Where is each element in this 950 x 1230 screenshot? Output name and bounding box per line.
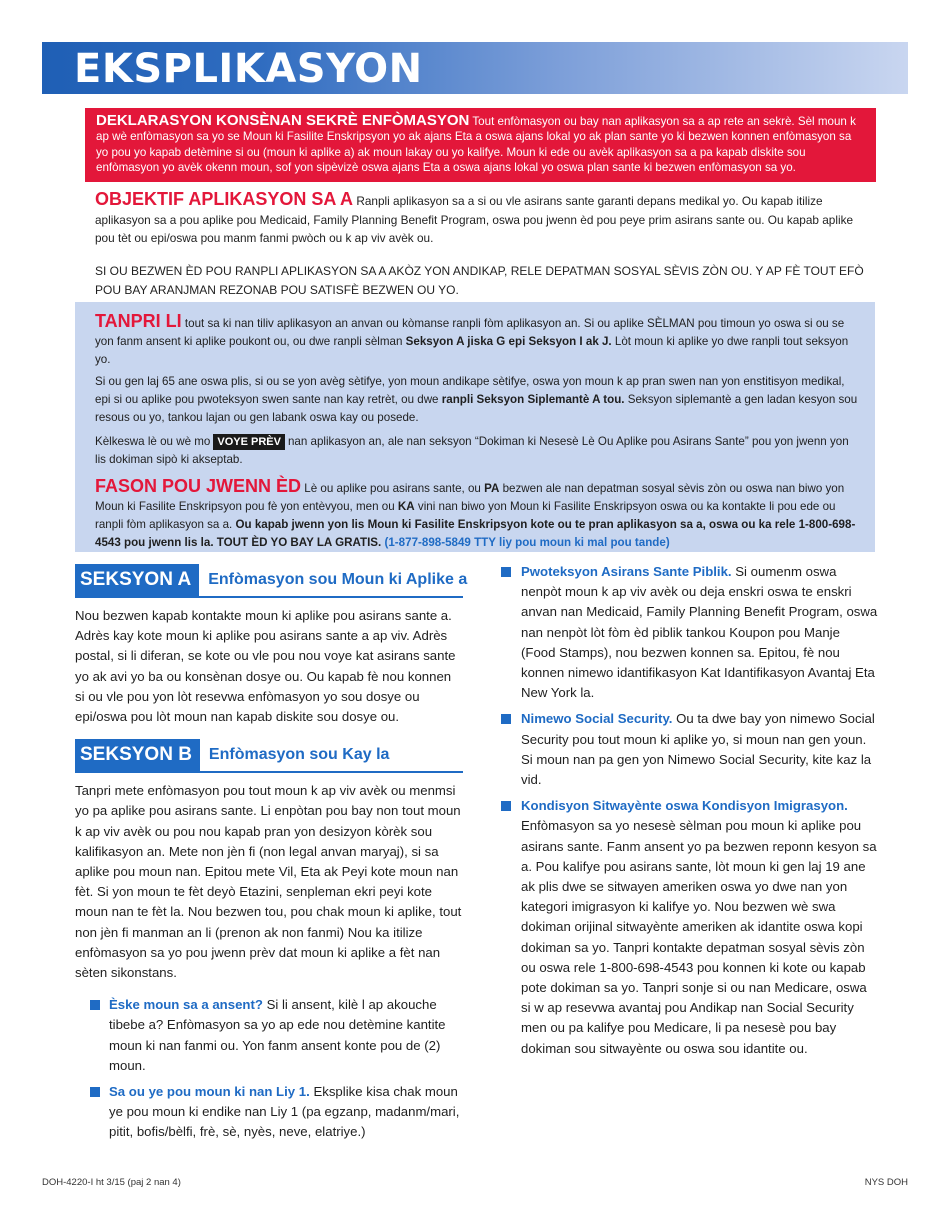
bullet-text: Ou ta dwe bay yon nimewo Social Security pou tout moun ki aplike yo, si moun nan gen youn. Si moun nan pa gen yon Nimewo Social Security, kite kaz la vid. <box>521 711 875 788</box>
please-read-heading: TANPRI LI <box>95 311 182 331</box>
help-text-1: Lè ou aplike pou asirans sante, ou <box>304 482 481 495</box>
list-item <box>75 1082 463 1143</box>
list-item <box>500 796 878 1059</box>
proof-text-end: nan aplikasyon an, ale nan seksyon “Dokiman ki Nesesè Lè Ou Aplike pou Asirans Sante” pou yon jwenn yon lis dokiman sipò ki akseptab. <box>95 435 849 466</box>
list-item <box>75 995 463 1076</box>
objective-heading: OBJEKTIF APLIKASYON SA A <box>95 189 354 209</box>
section-b-header <box>75 739 463 773</box>
title-banner <box>42 42 908 94</box>
bullet-text: Si oumenm oswa nenpòt moun k ap viv avèk ou deja enskri oswa te enskri anvan nan Medicaid, Family Planning Benefit Program, oswa nan nenpòt lòt fòm èd piblik tankou Koupon pou Manje (Food Stamps), nou bezwen konnen sa. Epitou, fè nou konnen nimewo idantifikasyon Kat Idantifikasyon Avantaj Eta New York la. <box>521 564 878 701</box>
bullet-square-icon <box>501 714 511 724</box>
bullet-lead: Èske moun sa a ansent? <box>109 997 263 1013</box>
help-heading: FASON POU JWENN ÈD <box>95 476 302 496</box>
help-pa: PA <box>484 482 500 495</box>
page-title: EKSPLIKASYON <box>74 46 423 92</box>
supplement-paragraph <box>95 373 861 427</box>
bullet-text: Si li ansent, kilè l ap akouche tibebe a? Enfòmasyon sa yo ap ede nou detèmine kantite moun ki nan fanmi ou. Yon fanm ansent konte pou de (2) moun. <box>109 997 446 1073</box>
section-b-text: Tanpri mete enfòmasyon pou tout moun k ap viv avèk ou menmsi yo pa aplike pou asirans sante. Li enpòtan pou bay non tout moun k ap viv avèk ou pou nou kapab pran yon desizyon kòrèk sou kalifikasyon an. Mete non jèn fi (non legal anvan maryaj), si sa aplike pou moun nan. Epitou mete Vil, Eta ak Peyi kote moun nan fèt. Si yon moun te fèt deyò Etazini, senpleman ekri peyi kote moun nan te fèt la. Nou bezwen tou, pou chak moun ki aplike, tout non jèn fi manman an li (prenon ak non fanmi) Nou ka itilize enfòmasyon sa yo pou jwenn prèv dat moun ki aplike a fèt nan sèten sikonstans. <box>75 783 462 981</box>
right-column <box>500 562 878 1065</box>
please-read-sections: Seksyon A jiska G epi Seksyon I ak J. <box>405 335 612 348</box>
agency-name: NYS DOH <box>864 1177 908 1188</box>
bullet-lead: Nimewo Social Security. <box>521 711 673 727</box>
please-read-paragraph <box>95 312 861 369</box>
section-b-label: SEKSYON B <box>75 739 200 771</box>
proof-paragraph <box>95 433 861 469</box>
section-b-bullets <box>75 995 463 1142</box>
instructions-panel <box>75 302 875 552</box>
send-proof-badge: VOYE PRÈV <box>213 434 285 450</box>
section-a-title: Enfòmasyon sou Moun ki Aplike a <box>208 571 468 588</box>
supplement-text: Si ou gen laj 65 ane oswa plis, si ou se yon avèg sètifye, yon moun andikape sètifye, oswa yon moun k ap pran swen nan yon enstitisyon medikal, epi si ou aplike pou pwoteksyon swen sante nan kay retrèt, ou dwe <box>95 375 845 406</box>
left-column <box>75 564 468 1149</box>
help-paragraph <box>95 477 861 552</box>
right-bullets <box>500 562 878 1059</box>
bullet-text: Eksplike kisa chak moun ye pou moun ki endike nan Liy 1 (pa egzanp, madanm/mari, pitit, bofis/bèlfi, frè, sè, nyès, neve, elatriye.) <box>109 1084 460 1140</box>
bullet-lead: Pwoteksyon Asirans Sante Piblik. <box>521 564 732 579</box>
supplement-bold: ranpli Seksyon Siplemantè A tou. <box>441 393 625 406</box>
section-b-title: Enfòmasyon sou Kay la <box>208 746 390 764</box>
bullet-square-icon <box>501 567 511 577</box>
objective-text: Ranpli aplikasyon sa a si ou vle asirans sante garanti depans medikal yo. Ou kapab itilize aplikasyon sa a pou aplike pou Medicaid, Family Planning Benefit Program, oswa pou jwenn èd pou peye prim asirans sante ou. Ou kapab aplike pou tèt ou epi/oswa pou manm fanmi pwòch ou k ap viv avèk ou. <box>95 194 854 245</box>
help-text-2: bezwen ale nan depatman sosyal sèvis zòn ou oswa nan biwo yon Moun ki Fasilite Enskripsyon pou fè yon entèvyou, men ou <box>95 482 845 513</box>
confidentiality-box <box>85 108 876 182</box>
confidentiality-text: Tout enfòmasyon ou bay nan aplikasyon sa a ap rete an sekrè. Sèl moun k ap wè enfòmasyon sa yo se Moun ki Fasilite Enskripsyon yo ak ajans Eta a oswa ajans lokal yo ak plan sante yo ki bezwen konnen enfòmasyon sa yo pou yo kapab detèmine si ou (moun ki aplike a) ak moun lakay ou yo kalifye. Moun ki ede ou avèk aplikasyon sa a pa kapab diskite sou enfòmasyon yo avèk okenn moun, sof yon sipèvizè oswa ajans Eta a oswa ajans lokal yo oswa plan sante ki bezwen enfòmasyon sa yo. <box>96 115 856 175</box>
section-a-label: SEKSYON A <box>75 564 199 596</box>
bullet-text: Enfòmasyon sa yo nesesè sèlman pou moun ki aplike pou asirans sante. Fanm ansent yo pa bezwen reponn kesyon sa a. Pou kalifye pou asirans sante, lòt moun ki gen laj 19 ane ak plis dwe se sitwayen ameriken oswa yo dwe nan yon kategori imigrasyon ki kalifye yo. Nou bezwen wè swa dokiman orijinal sitwayènte ameriken ak idantite oswa kopi dokiman sa yo. Tanpri kontakte depatman sosyal sèvis zòn ou oswa rele 1-800-698-4543 pou konnen ki kote ou kapab pote dokiman sa yo. Tanpri sonje si ou nan Medicare, oswa si w ap resevwa avantaj pou Andikap nan Social Security men ou pa kalifye pou Medicare, li pa nesesè pou bay dokiman sou sitwayènte ou oswa sou idantite ou. <box>521 818 877 1056</box>
help-bold: Ou kapab jwenn yon lis Moun ki Fasilite Enskripsyon kote ou te pran aplikasyon sa a, oswa ou ka rele 1-800-698-4543 pou jwenn lis la. TOUT ÈD YO BAY LA GRATIS. <box>95 518 856 549</box>
disability-note: SI OU BEZWEN ÈD POU RANPLI APLIKASYON SA A AKÒZ YON ANDIKAP, RELE DEPATMAN SOSYAL SÈVIS ZÒN OU. Y AP FÈ TOUT EFÒ POU BAY ARANJMAN REZONAB POU SATISFÈ BEZWEN OU YO. <box>95 264 864 297</box>
bullet-square-icon <box>90 1087 100 1097</box>
bullet-square-icon <box>90 1000 100 1010</box>
confidentiality-heading: DEKLARASYON KONSÈNAN SEKRÈ ENFÒMASYON <box>96 112 470 129</box>
proof-text: Kèlkeswa lè ou wè mo <box>95 435 211 448</box>
tty-number: (1-877-898-5849 TTY liy pou moun ki mal pou tande) <box>384 536 670 549</box>
please-read-text-end: Lòt moun ki aplike yo dwe ranpli tout seksyon yo. <box>95 335 849 366</box>
help-text-3: vini nan biwo yon Moun ki Fasilite Enskripsyon oswa ou ka kontakte li pou ede ou ranpli fòm aplikasyon sa a. <box>95 500 836 531</box>
section-a-header <box>75 564 468 598</box>
section-a-text: Nou bezwen kapab kontakte moun ki aplike pou asirans sante a. Adrès kay kote moun ki aplike pou asirans sante a ap viv. Adrès postal, si li diferan, se kote ou vle pou nou voye kat asirans sante yo ak avi yo ba ou konsènan dosye ou. Ou kapab fè nou konnen si ou vle pou yon lòt resevwa enfòmasyon yo sou dosye ou epi/oswa pou lòt moun nan kapab diskite sou dosye ou. <box>75 608 456 725</box>
bullet-lead: Sa ou ye pou moun ki nan Liy 1. <box>109 1084 310 1100</box>
please-read-text: tout sa ki nan tiliv aplikasyon an anvan ou kòmanse ranpli fòm aplikasyon an. Si ou aplike SÈLMAN pou timoun yo oswa si ou se yon fanm ansent ki aplike poukont ou, ou dwe ranpli sèlman <box>95 317 845 348</box>
supplement-text-end: Seksyon siplemantè a gen ladan kesyon sou resous ou yo, tankou lajan ou gen labank oswa kay ou posede. <box>95 393 858 424</box>
objective-paragraph <box>95 190 865 248</box>
list-item <box>500 562 878 703</box>
help-ka: KA <box>397 500 415 513</box>
bullet-square-icon <box>501 801 511 811</box>
form-id: DOH-4220-I ht 3/15 (paj 2 nan 4) <box>42 1177 181 1188</box>
list-item <box>500 709 878 790</box>
bullet-lead: Kondisyon Sitwayènte oswa Kondisyon Imigrasyon. <box>521 798 848 814</box>
